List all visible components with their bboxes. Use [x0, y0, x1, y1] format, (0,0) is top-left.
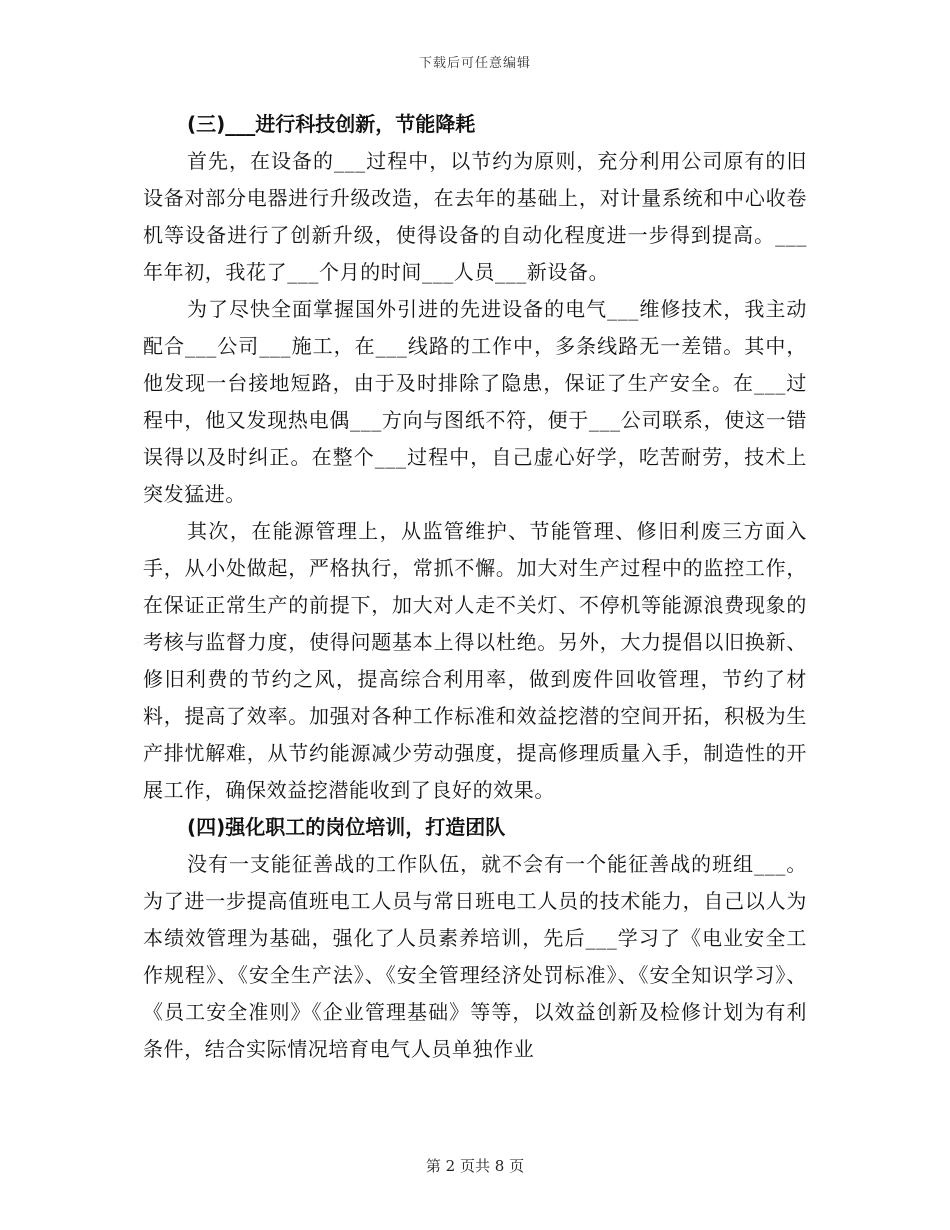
section-heading-4: (四)强化职工的岗位培训，打造团队 [187, 815, 506, 839]
document-body [143, 106, 807, 1068]
paragraph-4: 没有一支能征善战的工作队伍，就不会有一个能征善战的班组___。为了进一步提高值班电工人员与常日班电工人员的技术能力，自己以人为本绩效管理为基础，强化了人员素养培训，先后___学习了《电业安全工作规程》、《安全生产法》、《安全管理经济处罚标准》、《安全知识学习》、《员工安全准则》《企业管理基础》等等，以效益创新及检修计划为有利条件，结合实际情况培育电气人员单独作业 [143, 852, 807, 1061]
section-heading-3: (三)___进行科技创新，节能降耗 [187, 112, 476, 136]
paragraph-2: 为了尽快全面掌握国外引进的先进设备的电气___维修技术，我主动配合___公司___施工，在___线路的工作中，多条线路无一差错。其中，他发现一台接地短路，由于及时排除了隐患，保证了生产安全。在___过程中，他又发现热电偶___方向与图纸不符，便于___公司联系，使这一错误得以及时纠正。在整个___过程中，自己虚心好学，吃苦耐劳，技术上突发猛进。 [143, 297, 807, 506]
page-footer: 第 2 页共 8 页 [425, 1157, 525, 1175]
page-header: 下载后可任意编辑 [418, 56, 531, 71]
paragraph-1: 首先，在设备的___过程中，以节约为原则，充分利用公司原有的旧设备对部分电器进行升级改造，在去年的基础上，对计量系统和中心收卷机等设备进行了创新升级，使得设备的自动化程度进一步得到提高。___年年初，我花了___个月的时间___人员___新设备。 [143, 149, 807, 284]
paragraph-3: 其次，在能源管理上，从监管维护、节能管理、修旧利废三方面入手，从小处做起，严格执行，常抓不懈。加大对生产过程中的监控工作，在保证正常生产的前提下，加大对人走不关灯、不停机等能源浪费现象的考核与监督力度，使得问题基本上得以杜绝。另外，大力提倡以旧换新、修旧利费的节约之风，提高综合利用率，做到废件回收管理，节约了材料，提高了效率。加强对各种工作标准和效益挖潜的空间开拓，积极为生产排忧解难，从节约能源减少劳动强度，提高修理质量入手，制造性的开展工作，确保效益挖潜能收到了良好的效果。 [143, 519, 807, 802]
